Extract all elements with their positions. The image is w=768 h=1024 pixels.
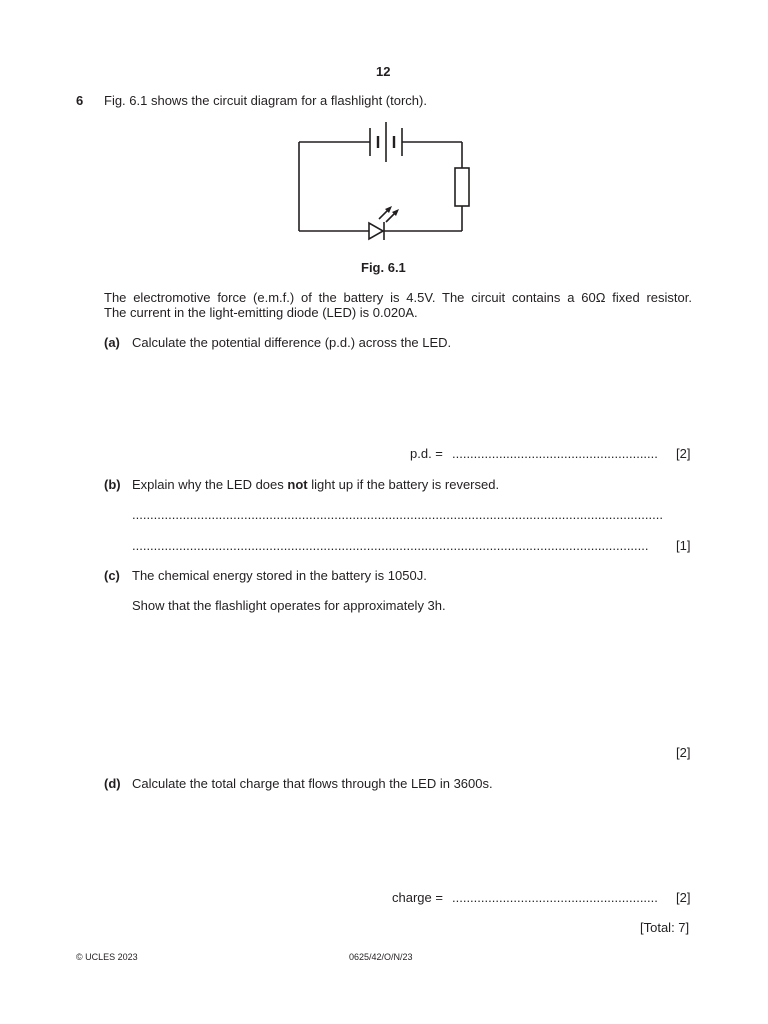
total-marks: [Total: 7] [640,920,690,935]
part-d-marks: [2] [676,890,691,905]
part-a-answer-label: p.d. = [410,446,443,461]
description [104,290,692,320]
page-number: 12 [376,64,391,79]
footer-copyright: © UCLES 2023 [76,952,138,962]
part-a-text: Calculate the potential difference (p.d.) across the LED. [132,335,452,350]
question-number: 6 [76,93,84,108]
resistor [455,168,469,206]
part-b-answer-line-2[interactable]: ............................................................................................................................................... [132,538,649,553]
part-b-text-after: light up if the battery is reversed. [307,477,500,492]
footer-paper-code: 0625/42/O/N/23 [349,952,413,962]
led-triangle [369,223,383,239]
description-line-1: The electromotive force (e.m.f.) of the battery is 4.5V. The circuit contains a 60Ω fixed resistor. [104,290,692,305]
part-b-marks: [1] [676,538,691,553]
part-c-text-1: The chemical energy stored in the battery is 1050J. [132,568,427,583]
part-b-label: (b) [104,477,121,492]
part-a-marks: [2] [676,446,691,461]
part-d-answer-label: charge = [392,890,443,905]
part-b-answer-line-1[interactable]: ................................................................................................................................................... [132,507,663,522]
part-d-answer-line[interactable]: ......................................................... [452,890,658,905]
part-b-text-bold: not [287,477,308,492]
figure-caption: Fig. 6.1 [361,260,406,275]
part-b-question [132,477,499,492]
part-c-text-2: Show that the flashlight operates for approximately 3h. [132,598,446,613]
part-c-label: (c) [104,568,120,583]
part-b-text-before: Explain why the LED does [132,477,288,492]
part-a-label: (a) [104,335,120,350]
part-a-answer-line[interactable]: ......................................................... [452,446,658,461]
part-d-label: (d) [104,776,121,791]
description-line-2: The current in the light-emitting diode (LED) is 0.020A. [104,305,418,320]
question-intro: Fig. 6.1 shows the circuit diagram for a flashlight (torch). [104,93,427,108]
part-d-text: Calculate the total charge that flows through the LED in 3600s. [132,776,493,791]
part-c-marks: [2] [676,745,691,760]
circuit-diagram [290,116,470,246]
